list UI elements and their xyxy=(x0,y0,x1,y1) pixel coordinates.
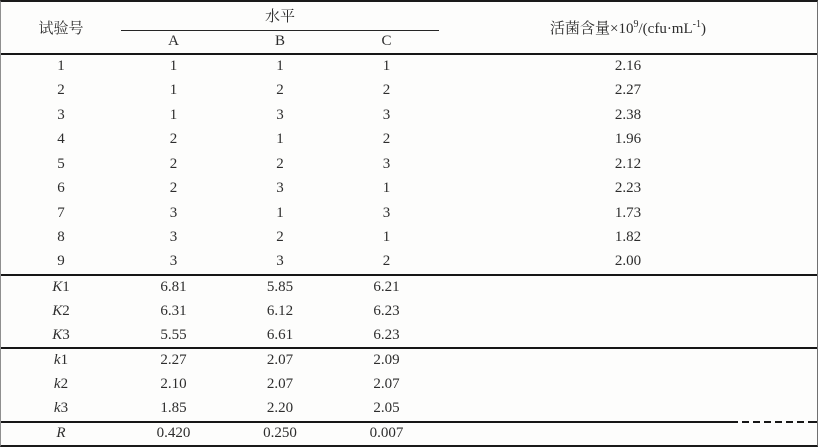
factor-a-cell: 5.55 xyxy=(160,326,187,343)
table-row xyxy=(1,128,817,153)
result-cell-empty xyxy=(439,422,817,446)
trial-no-cell: 9 xyxy=(57,253,65,270)
factor-c-header: C xyxy=(381,33,392,50)
stat-letter: K xyxy=(52,302,63,319)
stat-index: 1 xyxy=(62,278,70,295)
trial-no-cell: 3 xyxy=(57,106,65,123)
stat-label-cell xyxy=(1,348,121,373)
factor-b-cell: 2.07 xyxy=(266,352,294,369)
factor-c-cell: 2 xyxy=(382,82,391,99)
factor-a-cell: 3 xyxy=(169,253,178,270)
factor-b-cell: 2 xyxy=(276,229,284,246)
trial-no-cell: 5 xyxy=(57,155,65,172)
factor-b-cell: 3 xyxy=(276,180,284,197)
table-row xyxy=(1,79,817,104)
factor-c-cell: 2.09 xyxy=(373,352,400,369)
stat-label-cell xyxy=(1,422,121,446)
factor-a-cell: 2.10 xyxy=(160,376,187,393)
factor-c-cell: 2.07 xyxy=(373,376,400,393)
factor-b-cell: 3 xyxy=(276,106,284,123)
result-header-unit-exponent: -1 xyxy=(692,19,701,30)
result-cell: 2.23 xyxy=(614,180,642,197)
trial-no-header: 试验号 xyxy=(38,21,84,37)
table-row xyxy=(1,275,817,300)
result-cell: 1.82 xyxy=(614,229,642,246)
result-header-prefix: 活菌含量×10 xyxy=(550,21,634,37)
table-row xyxy=(1,348,817,373)
factor-c-cell: 6.21 xyxy=(373,278,400,295)
stat-label-cell xyxy=(1,275,121,300)
factor-a-cell: 2 xyxy=(169,155,178,172)
factor-b-cell: 6.61 xyxy=(266,326,294,343)
result-header-unit: /(cfu·mL xyxy=(638,21,693,37)
table-row xyxy=(1,103,817,128)
table-row xyxy=(1,324,817,349)
stat-label-cell xyxy=(1,373,121,398)
factor-a-cell: 1.85 xyxy=(160,400,187,417)
factor-a-cell: 2 xyxy=(169,180,178,197)
factor-c-cell: 1 xyxy=(382,180,391,197)
factor-b-cell: 1 xyxy=(276,131,284,148)
result-cell: 2.27 xyxy=(614,82,642,99)
factor-a-cell: 1 xyxy=(169,106,178,123)
factor-c-cell: 3 xyxy=(382,106,391,123)
range-section xyxy=(1,422,817,446)
result-cell-empty xyxy=(439,348,817,373)
result-cell: 2.00 xyxy=(614,253,642,270)
result-cell: 2.16 xyxy=(614,58,642,75)
table-row xyxy=(1,422,817,446)
trial-no-cell: 4 xyxy=(57,131,65,148)
factor-c-cell: 2.05 xyxy=(373,400,400,417)
table-row xyxy=(1,250,817,275)
stat-letter: k xyxy=(53,352,61,369)
factor-c-cell: 1 xyxy=(382,58,391,75)
stat-index: 3 xyxy=(60,400,69,417)
result-cell-empty xyxy=(439,397,817,422)
result-cell: 2.38 xyxy=(614,106,642,123)
factor-c-cell: 2 xyxy=(382,131,391,148)
trial-no-cell: 6 xyxy=(57,180,65,197)
factor-b-cell: 2 xyxy=(276,82,284,99)
header-row-level xyxy=(1,2,817,30)
factor-c-cell: 0.007 xyxy=(369,425,404,442)
table-row xyxy=(1,54,817,79)
trial-no-cell: 8 xyxy=(57,229,65,246)
factor-b-cell: 6.12 xyxy=(266,302,294,319)
trial-no-cell: 2 xyxy=(57,82,65,99)
factor-b-cell: 1 xyxy=(276,204,284,221)
table-row xyxy=(1,226,817,251)
factor-a-cell: 2 xyxy=(169,131,178,148)
factor-c-cell: 6.23 xyxy=(373,302,400,319)
factor-c-cell: 3 xyxy=(382,204,391,221)
result-cell-empty xyxy=(439,324,817,349)
stat-label-cell xyxy=(1,324,121,349)
trial-no-cell: 1 xyxy=(57,58,65,75)
factor-c-cell: 6.23 xyxy=(373,326,400,343)
factor-a-header: A xyxy=(168,33,179,50)
factor-b-cell: 5.85 xyxy=(266,278,294,295)
result-header xyxy=(439,2,817,54)
factor-b-cell: 2.07 xyxy=(266,376,294,393)
factor-b-cell: 1 xyxy=(276,58,284,75)
k-mean-section xyxy=(1,348,817,422)
factor-a-cell: 3 xyxy=(169,204,178,221)
table-row xyxy=(1,201,817,226)
factor-a-cell: 1 xyxy=(169,82,178,99)
result-cell: 1.73 xyxy=(614,204,642,221)
result-cell: 2.12 xyxy=(614,155,642,172)
factor-b-cell: 2.20 xyxy=(266,400,294,417)
factor-a-cell: 1 xyxy=(169,58,178,75)
stat-index: 2 xyxy=(62,302,70,319)
k-sum-section xyxy=(1,275,817,349)
stat-index: 3 xyxy=(62,326,70,343)
factor-a-cell: 6.31 xyxy=(160,302,187,319)
stat-label-cell xyxy=(1,397,121,422)
stat-letter: K xyxy=(52,326,63,343)
factor-c-cell: 2 xyxy=(382,253,391,270)
result-cell-empty xyxy=(439,373,817,398)
table-header xyxy=(1,2,817,54)
orthogonal-table xyxy=(1,2,817,445)
factor-a-cell: 2.27 xyxy=(160,352,187,369)
stat-index: 2 xyxy=(60,376,69,393)
level-group-header: 水平 xyxy=(121,2,439,30)
result-cell: 1.96 xyxy=(614,131,642,148)
factor-a-cell: 3 xyxy=(169,229,178,246)
factor-c-cell: 3 xyxy=(382,155,391,172)
factor-a-cell: 0.420 xyxy=(156,425,191,442)
result-header-close: ) xyxy=(700,21,706,37)
result-header-exponent: 9 xyxy=(633,19,639,30)
result-cell-empty xyxy=(439,275,817,300)
factor-b-cell: 3 xyxy=(276,253,284,270)
result-cell-empty xyxy=(439,299,817,324)
stat-letter: R xyxy=(56,425,66,442)
stat-index: 1 xyxy=(60,352,69,369)
factor-b-header: B xyxy=(274,33,285,50)
trial-rows-section xyxy=(1,54,817,275)
table-row xyxy=(1,373,817,398)
table-row xyxy=(1,152,817,177)
table-row xyxy=(1,397,817,422)
factor-c-cell: 1 xyxy=(382,229,391,246)
factor-b-cell: 0.250 xyxy=(263,425,297,442)
trial-no-cell: 7 xyxy=(57,204,65,221)
table-row xyxy=(1,299,817,324)
table-row xyxy=(1,177,817,202)
factor-a-cell: 6.81 xyxy=(160,278,187,295)
stat-letter: k xyxy=(53,400,61,417)
stat-label-cell xyxy=(1,299,121,324)
stat-letter: k xyxy=(53,376,61,393)
factor-b-cell: 2 xyxy=(276,155,284,172)
stat-letter: K xyxy=(52,278,63,295)
